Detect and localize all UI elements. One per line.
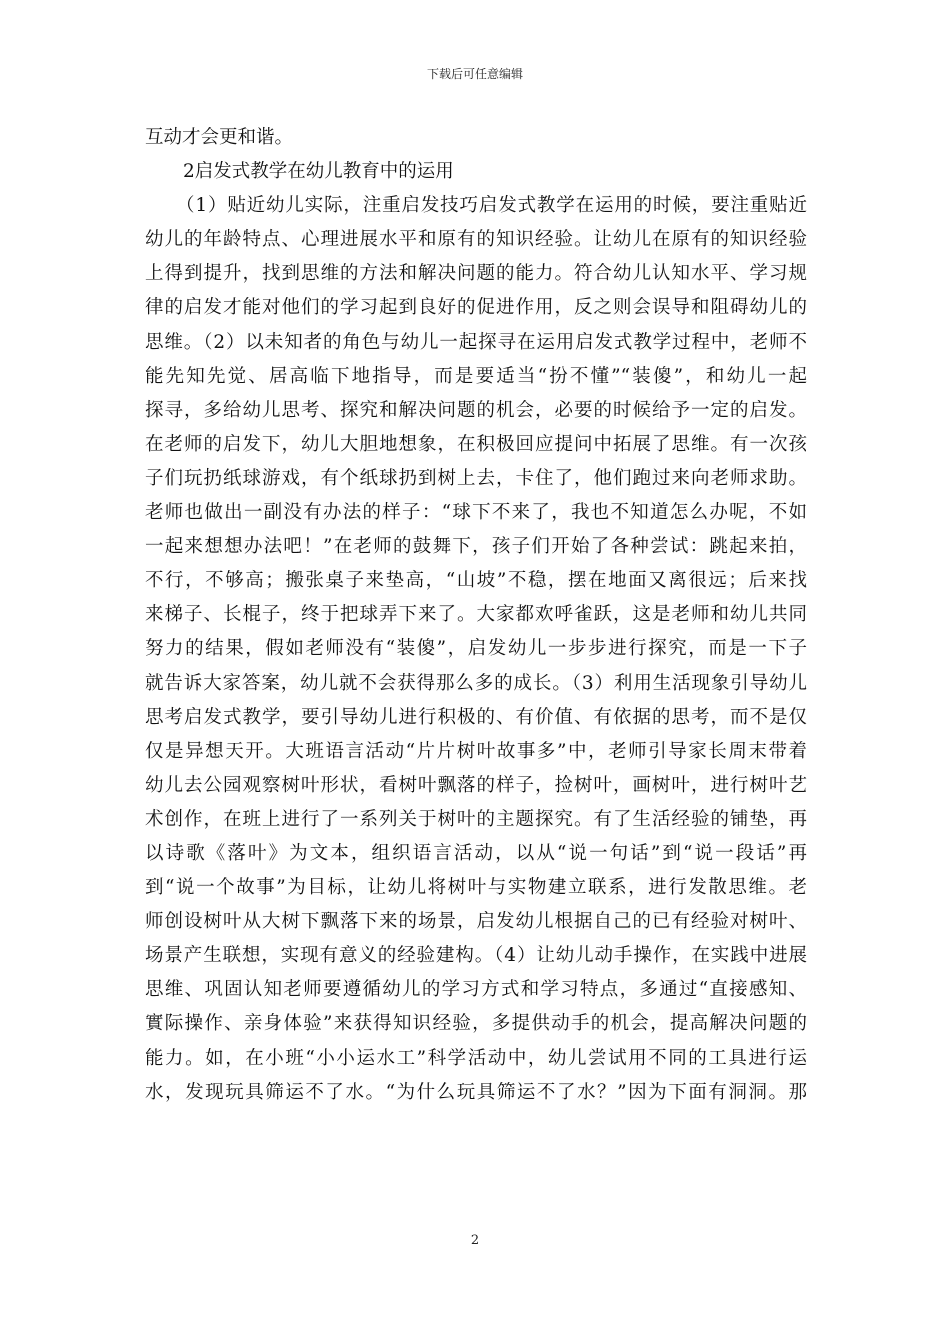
text-line: 子们玩扔纸球游戏，有个纸球扔到树上去，卡住了，他们跑过来向老师求助。 bbox=[145, 467, 807, 489]
text-line: 术创作，在班上进行了一系列关于树叶的主题探究。有了生活经验的铺垫，再 bbox=[145, 808, 807, 830]
text-line: 以诗歌《落叶》为文本，组织语言活动，以从“说一句话”到“说一段话”再 bbox=[145, 842, 807, 864]
text-line: 思维、巩固认知老师要遵循幼儿的学习方式和学习特点，多通过“直接感知、 bbox=[145, 979, 807, 1001]
text-line: 一起来想想办法吧！”在老师的鼓舞下，孩子们开始了各种尝试：跳起来拍， bbox=[145, 536, 807, 558]
text-line: 思维。（2）以未知者的角色与幼儿一起探寻在运用启发式教学过程中，老师不 bbox=[145, 331, 807, 353]
text-line: 老师也做出一副没有办法的样子：“球下不来了，我也不知道怎么办呢，不如 bbox=[145, 502, 807, 524]
text-line: 幼儿去公园观察树叶形状，看树叶飘落的样子，捡树叶，画树叶，进行树叶艺 bbox=[145, 774, 807, 796]
text-line: 探寻，多给幼儿思考、探究和解决问题的机会，必要的时候给予一定的启发。 bbox=[145, 399, 807, 421]
text-line: 不行，不够高；搬张桌子来垫高，“山坡”不稳，摆在地面又离很远；后来找 bbox=[145, 570, 807, 592]
text-line: 思考启发式教学，要引导幼儿进行积极的、有价值、有依据的思考，而不是仅 bbox=[145, 706, 807, 728]
text-line: 能力。如，在小班“小小运水工”科学活动中，幼儿尝试用不同的工具进行运 bbox=[145, 1047, 807, 1069]
text-line: 在老师的启发下，幼儿大胆地想象，在积极回应提问中拓展了思维。有一次孩 bbox=[145, 433, 807, 455]
text-line: 水，发现玩具筛运不了水。“为什么玩具筛运不了水？”因为下面有洞洞。那 bbox=[145, 1081, 807, 1103]
text-line: 能先知先觉、居高临下地指导，而是要适当“扮不懂”“装傻”，和幼儿一起 bbox=[145, 365, 807, 387]
text-line: 到“说一个故事”为目标，让幼儿将树叶与实物建立联系，进行发散思维。老 bbox=[145, 877, 807, 899]
text-line: 律的启发才能对他们的学习起到良好的促进作用，反之则会误导和阻碍幼儿的 bbox=[145, 297, 807, 319]
section-heading: 2启发式教学在幼儿教育中的运用 bbox=[183, 161, 454, 183]
page-number: 2 bbox=[470, 1233, 480, 1248]
text-line: 师创设树叶从大树下飘落下来的场景，启发幼儿根据自己的已有经验对树叶、 bbox=[145, 911, 807, 933]
text-line: 就告诉大家答案，幼儿就不会获得那么多的成长。（3）利用生活现象引导幼儿 bbox=[145, 672, 807, 694]
text-line: 實际操作、亲身体验”来获得知识经验，多提供动手的机会，提高解决问题的 bbox=[145, 1013, 807, 1035]
text-line: 互动才会更和谐。 bbox=[145, 127, 294, 148]
text-line: 场景产生联想，实现有意义的经验建构。（4）让幼儿动手操作，在实践中进展 bbox=[145, 945, 807, 967]
text-line: （1）贴近幼儿实际，注重启发技巧启发式教学在运用的时候，要注重贴近 bbox=[176, 195, 807, 217]
text-line: 仅是异想天开。大班语言活动“片片树叶故事多”中，老师引导家长周末带着 bbox=[145, 740, 807, 762]
body-text bbox=[145, 121, 807, 1110]
text-line: 来梯子、长棍子，终于把球弄下来了。大家都欢呼雀跃，这是老师和幼儿共同 bbox=[145, 604, 807, 626]
text-line: 幼儿的年龄特点、心理进展水平和原有的知识经验。让幼儿在原有的知识经验 bbox=[145, 229, 807, 251]
text-line: 努力的结果，假如老师没有“装傻”，启发幼儿一步步进行探究，而是一下子 bbox=[145, 638, 807, 660]
page-header: 下载后可任意编辑 bbox=[426, 67, 523, 81]
text-line: 上得到提升，找到思维的方法和解决问题的能力。符合幼儿认知水平、学习规 bbox=[145, 263, 807, 285]
